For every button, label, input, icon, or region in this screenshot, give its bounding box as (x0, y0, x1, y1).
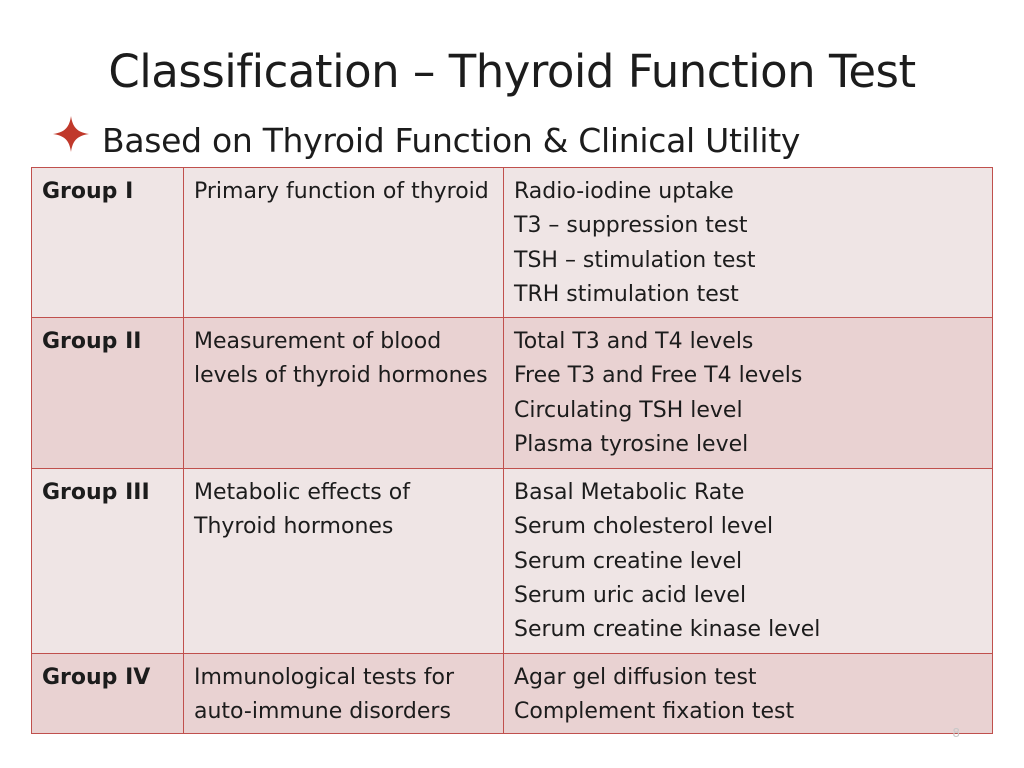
test-item: Serum cholesterol level (514, 514, 774, 540)
test-item: Plasma tyrosine level (514, 431, 749, 457)
test-item: Radio-iodine uptake (514, 179, 734, 204)
test-item: Serum creatine kinase level (514, 617, 821, 643)
bullet-text: Based on Thyroid Function & Clinical Utility (102, 121, 801, 160)
slide-number: 8 (952, 726, 960, 740)
test-item: TSH – stimulation test (514, 247, 756, 273)
test-item: Circulating TSH level (514, 397, 743, 423)
slide-title: Classification – Thyroid Function Test (108, 45, 916, 98)
test-item: Serum uric acid level (514, 582, 747, 608)
table-row (32, 654, 993, 734)
tests-cell (504, 168, 993, 318)
group-cell: Group IV (32, 654, 184, 734)
table-row (32, 168, 993, 318)
test-item: Free T3 and Free T4 levels (514, 363, 803, 389)
test-item: Total T3 and T4 levels (514, 329, 754, 354)
test-item: Serum creatine level (514, 548, 743, 574)
test-item: T3 – suppression test (514, 213, 748, 239)
description-cell: Primary function of thyroid (184, 168, 504, 318)
test-item: TRH stimulation test (514, 281, 739, 307)
table-row (32, 469, 993, 654)
tests-cell (504, 469, 993, 654)
table-row (32, 318, 993, 469)
group-cell: Group II (32, 318, 184, 469)
description-cell: Immunological tests for auto-immune disorders (184, 654, 504, 734)
classification-table (31, 167, 993, 734)
group-cell: Group I (32, 168, 184, 318)
bullet-point (52, 116, 800, 166)
test-item: Agar gel diffusion test (514, 665, 757, 690)
four-pointed-star-icon (52, 115, 90, 153)
tests-cell (504, 318, 993, 469)
description-cell: Measurement of blood levels of thyroid hormones (184, 318, 504, 469)
test-item: Basal Metabolic Rate (514, 480, 745, 505)
test-item: Complement fixation test (514, 699, 795, 725)
group-cell: Group III (32, 469, 184, 654)
description-cell: Metabolic effects of Thyroid hormones (184, 469, 504, 654)
tests-cell (504, 654, 993, 734)
